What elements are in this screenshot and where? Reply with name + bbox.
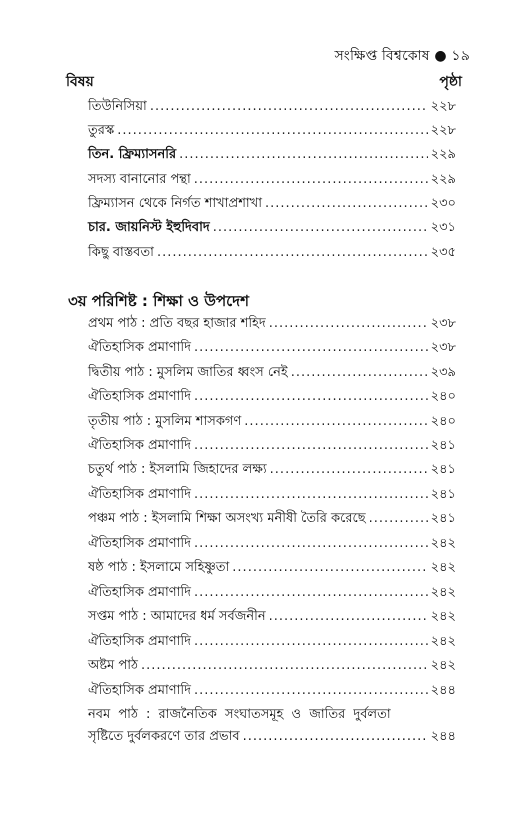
toc-entry-title: ঐতিহাসিক প্রমাণাদি [88,340,191,355]
section-title: ৩য় পরিশিষ্ট : শিক্ষা ও উপদেশ [68,292,249,310]
dot-leader [179,147,428,162]
toc-entry-title: চতুর্থ পাঠ : ইসলামি জিহাদের লক্ষ্য [88,462,267,477]
dot-leader [232,560,427,575]
toc-entry-title: ঐতিহাসিক প্রমাণাদি [88,683,191,698]
toc-entry [88,363,456,385]
toc-entry [88,338,456,360]
toc-entry-page: ২৩৮ [430,316,456,331]
toc-entry [88,97,456,119]
dot-leader [194,683,428,698]
toc-entry-wrapped [88,705,456,749]
toc-entry-title: তৃতীয় পাঠ : মুসলিম শাসকগণ [88,414,242,429]
toc-entry-page: ২৪১ [430,462,456,477]
toc-entry-title: ঐতিহাসিক প্রমাণাদি [88,585,191,600]
toc-entry [88,314,456,336]
toc-entry-title: ঐতিহাসিক প্রমাণাদি [88,634,191,649]
dot-leader [369,511,428,526]
dot-leader [270,462,428,477]
dot-leader [194,536,428,551]
toc-entry-line2 [88,727,456,749]
dot-leader [194,585,428,600]
dot-leader [194,340,428,355]
toc-entry [88,632,456,654]
toc-entry [88,121,456,143]
toc-entry-title: পঞ্চম পাঠ : ইসলামি শিক্ষা অসংখ্য মনীষী তৈরি করেছে [88,511,366,526]
toc-entry [88,485,456,507]
toc-entry-page: ২৩১ [430,220,456,235]
dot-leader [269,609,428,624]
toc-entry [88,558,456,580]
toc-entry-title: চার. জায়নিস্ট ইহুদিবাদ [88,220,210,235]
toc-entry-page: ২২৮ [430,99,456,114]
toc-entry-page: ২৩০ [430,196,456,211]
dot-leader [150,99,428,114]
toc-entry-page: ২৪১ [430,438,456,453]
toc-entry-page: ২২৯ [430,172,456,187]
toc-entry-page: ২৪৪ [430,729,456,744]
dot-leader [243,729,428,744]
toc-entry-page: ২৪২ [430,585,456,600]
toc-entry-bold [88,145,456,167]
dot-leader [194,487,428,502]
toc-entry-title-line1: নবম পাঠ : রাজনৈতিক সংঘাতসমূহ ও জাতির দুর্বলতা [88,707,391,722]
toc-entry-title: অষ্টম পাঠ [88,658,138,673]
dot-leader [194,172,428,187]
dot-leader [213,220,428,235]
toc-entry-page: ২৪১ [430,511,456,526]
dot-leader [194,634,428,649]
dot-leader [194,389,428,404]
toc-entry-title: ষষ্ঠ পাঠ : ইসলামে সহিষ্ণুতা [88,560,230,575]
toc-entry-title: দ্বিতীয় পাঠ : মুসলিম জাতির ধ্বংস নেই [88,365,288,380]
toc-entry [88,656,456,678]
toc-entry-page: ২৩৮ [430,340,456,355]
toc-entry-page: ২৪১ [430,487,456,502]
dot-leader [265,196,428,211]
toc-entry [88,509,456,531]
toc-entry-page: ২৪০ [430,389,456,404]
toc-entry-title: সদস্য বানানোর পন্থা [88,172,191,187]
dot-leader [117,123,427,138]
toc-entry-page: ২২৮ [430,123,456,138]
toc-entry-title: তিন. ফ্রিম্যাসনরি [88,147,177,162]
toc-entry [88,170,456,192]
toc-entry-title: ঐতিহাসিক প্রমাণাদি [88,389,191,404]
toc-entry-title-line2: সৃষ্টিতে দুর্বলকরণে তার প্রভাব [88,729,240,744]
toc-entry-title: তুরস্ক [88,123,115,138]
toc-entry-page: ২৪২ [430,634,456,649]
toc-entry-title: প্রথম পাঠ : প্রতি বছর হাজার শহিদ [88,316,266,331]
toc-entry-page: ২৪৪ [430,683,456,698]
dot-leader [291,365,428,380]
toc-entry [88,534,456,556]
toc-entry-page: ২৪০ [430,414,456,429]
toc-entry [88,681,456,703]
dot-leader [269,316,428,331]
toc-entry [88,243,456,265]
toc-entry-page: ২২৯ [430,147,456,162]
toc-entry [88,583,456,605]
toc-entry-title: ঐতিহাসিক প্রমাণাদি [88,438,191,453]
toc-entry-page: ২৪২ [430,658,456,673]
toc-entry-page: ২৪২ [430,609,456,624]
toc-entry-title: কিছু বাস্তবতা [88,245,154,260]
toc-entry-page: ২৩৫ [430,245,456,260]
toc-entry [88,387,456,409]
toc-entry-title: তিউনিসিয়া [88,99,147,114]
toc-entry-title: ঐতিহাসিক প্রমাণাদি [88,487,191,502]
dot-leader [141,658,428,673]
column-headers [66,70,462,90]
toc-entry [88,436,456,458]
toc-entry-title: সপ্তম পাঠ : আমাদের ধর্ম সর্বজনীন [88,609,266,624]
subject-column-label: বিষয় [66,74,94,90]
running-head: সংক্ষিপ্ত বিশ্বকোষ ● ১৯ [334,48,470,64]
toc-entry [88,412,456,434]
toc-entry-title: ঐতিহাসিক প্রমাণাদি [88,536,191,551]
dot-leader [194,438,428,453]
toc-entry-bold [88,218,456,240]
toc-entry [88,460,456,482]
toc-entry-page: ২৩৯ [430,365,456,380]
dot-leader [157,245,428,260]
toc-entry-page: ২৪২ [430,560,456,575]
dot-leader [244,414,427,429]
toc-entry-page: ২৪২ [430,536,456,551]
toc-entry [88,194,456,216]
page-column-label: পৃষ্ঠা [439,74,462,90]
toc-entry-title: ফ্রিম্যাসন থেকে নির্গত শাখাপ্রশাখা [88,196,262,211]
toc-entry [88,607,456,629]
